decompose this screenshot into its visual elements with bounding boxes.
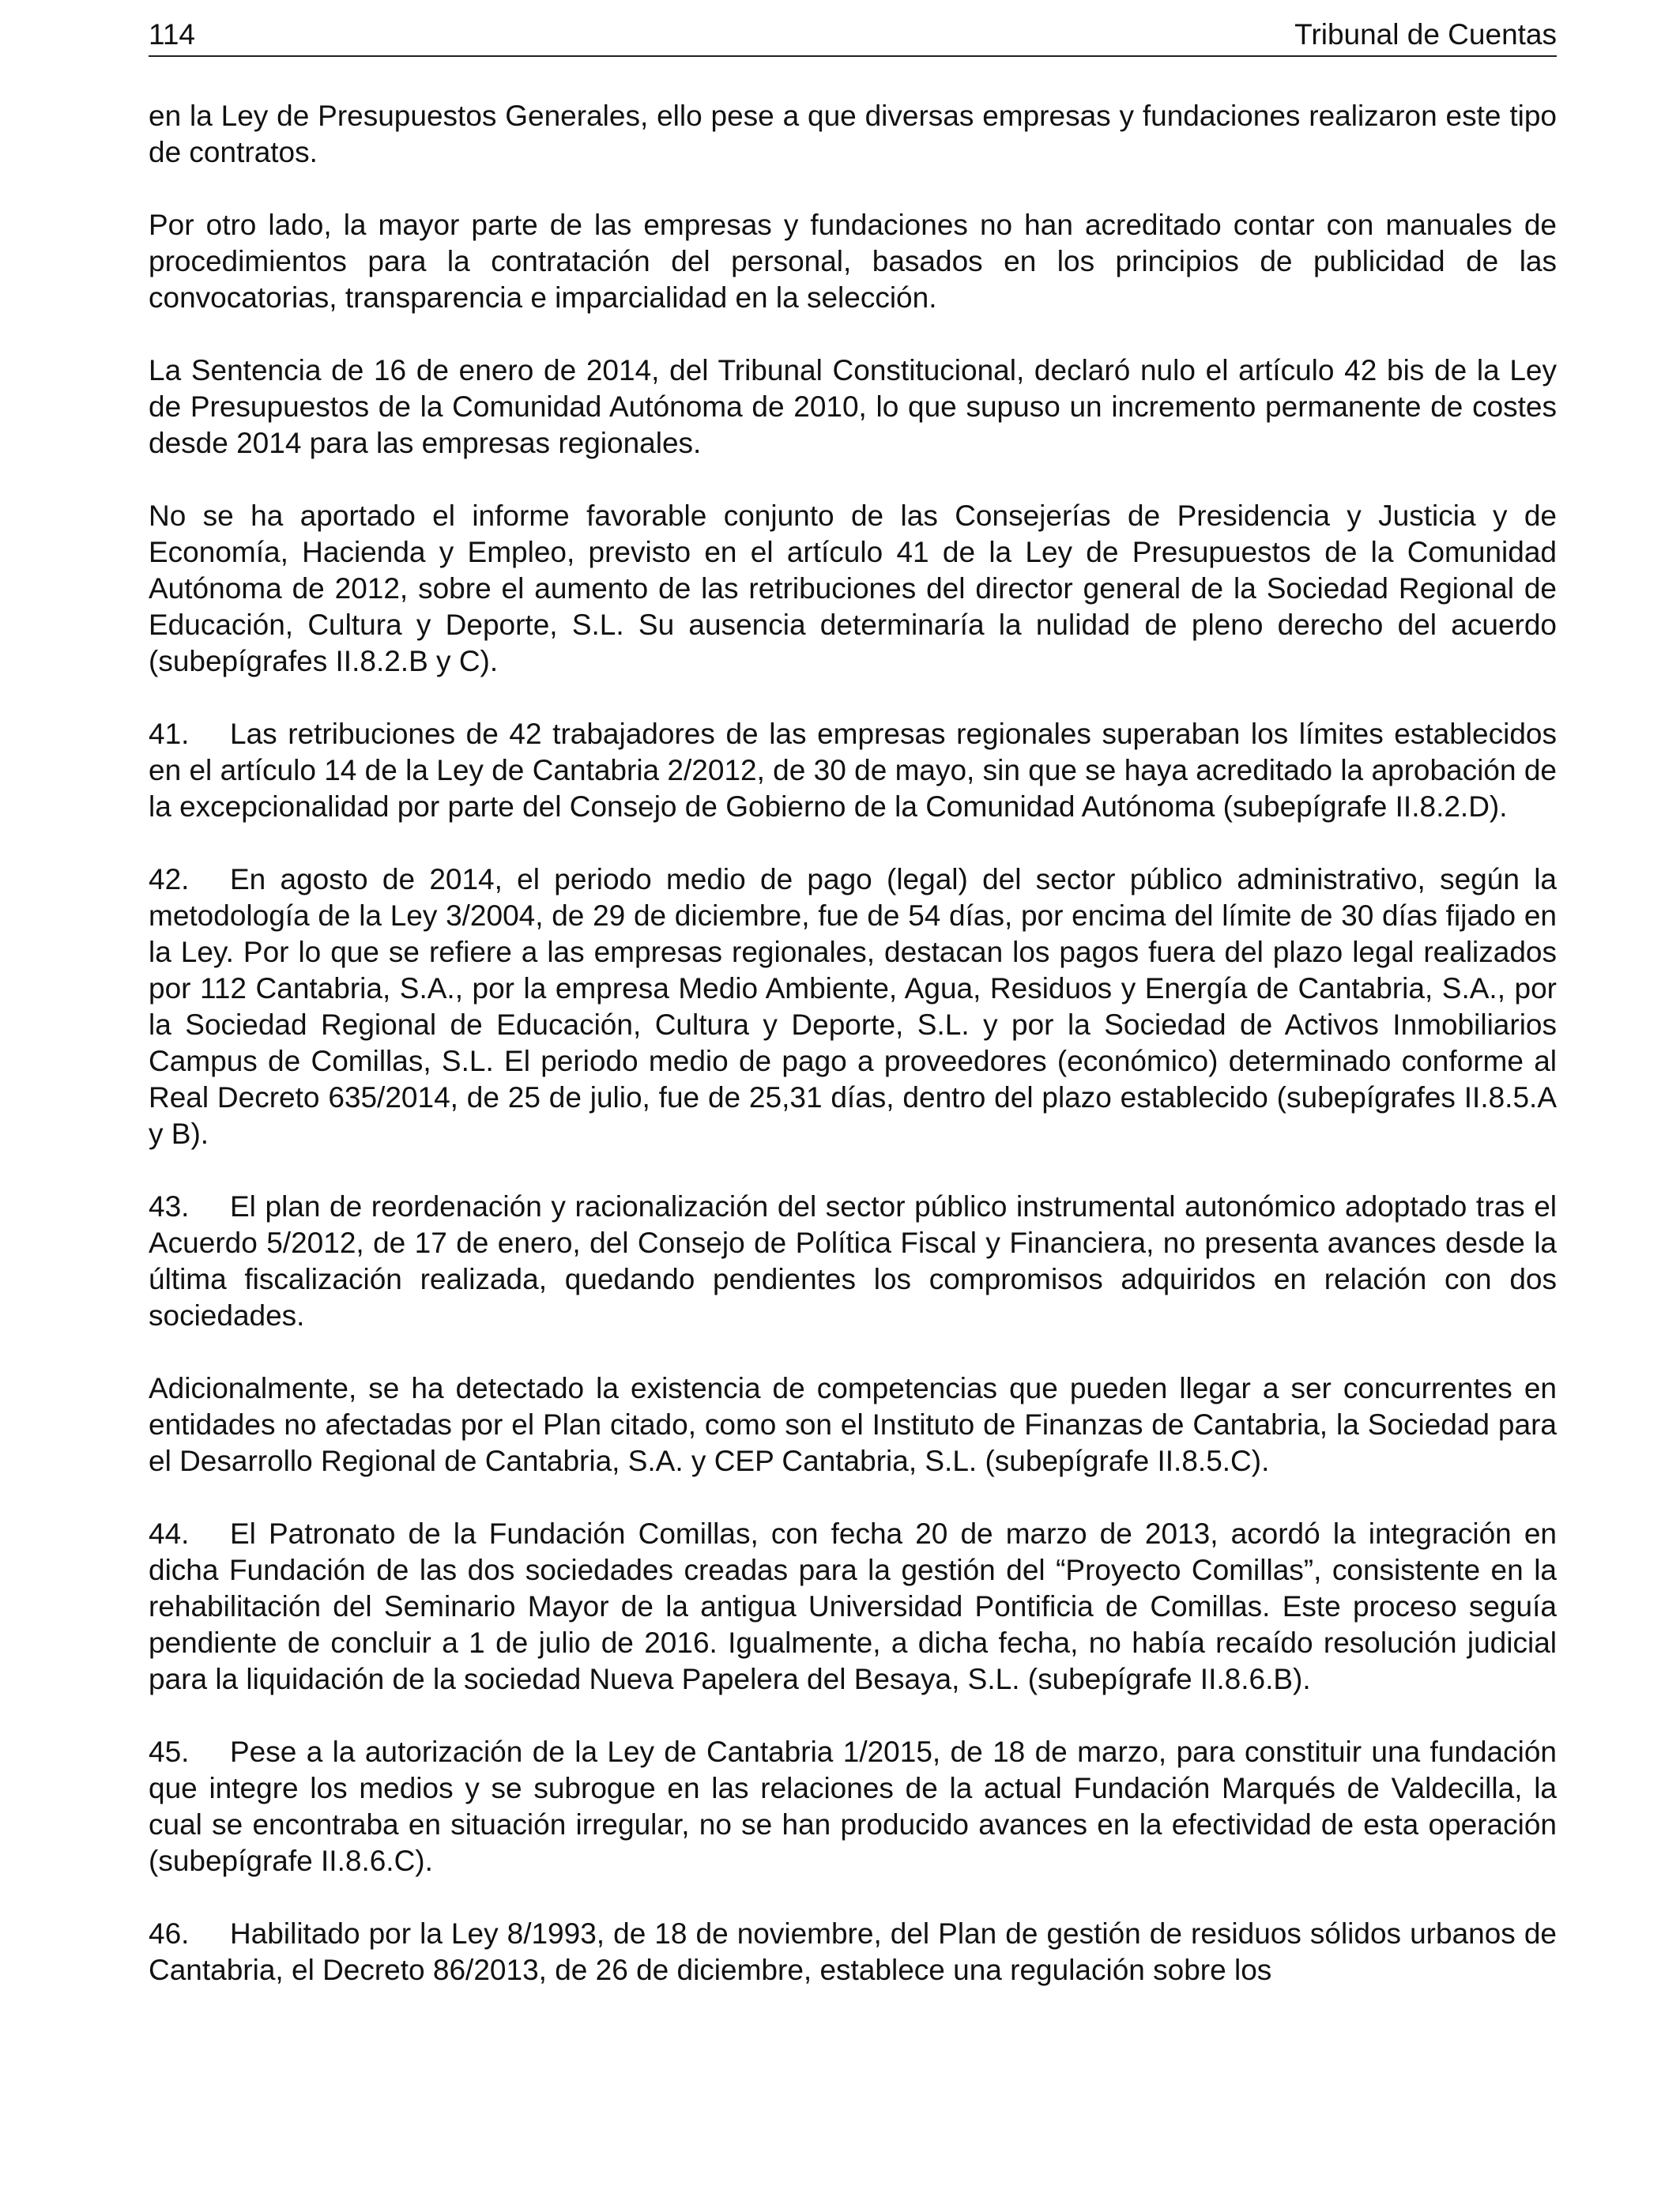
numbered-paragraph [149, 861, 1557, 1152]
paragraph-text: Pese a la autorización de la Ley de Cantabria 1/2015, de 18 de marzo, para constituir una fundación que integre los medios y se subrogue en las relaciones de la actual Fundación Marqués de Valdecilla, la cual se encontraba en situación irregular, no se han producido avances en la efectividad de esta operación (subepígrafe II.8.6.C). [149, 1736, 1557, 1877]
numbered-paragraph [149, 1734, 1557, 1879]
numbered-paragraph [149, 1516, 1557, 1698]
numbered-paragraph [149, 716, 1557, 825]
paragraph-number: 42. [149, 863, 190, 895]
numbered-paragraph [149, 1916, 1557, 1989]
paragraph [149, 498, 1557, 680]
paragraph-text: El plan de reordenación y racionalización del sector público instrumental autonómico adoptado tras el Acuerdo 5/2012, de 17 de enero, del Consejo de Política Fiscal y Financiera, no presenta avances desde la última fiscalización realizada, quedando pendientes los compromisos adquiridos en relación con dos sociedades. [149, 1190, 1557, 1332]
paragraph-text: En agosto de 2014, el periodo medio de pago (legal) del sector público administrativo, según la metodología de la Ley 3/2004, de 29 de diciembre, fue de 54 días, por encima del límite de 30 días fijado en la Ley. Por lo que se refiere a las empresas regionales, destacan los pagos fuera del plazo legal realizados por 112 Cantabria, S.A., por la empresa Medio Ambiente, Agua, Residuos y Energía de Cantabria, S.A., por la Sociedad Regional de Educación, Cultura y Deporte, S.L. y por la Sociedad de Activos Inmobiliarios Campus de Comillas, S.L. El periodo medio de pago a proveedores (económico) determinado conforme al Real Decreto 635/2014, de 25 de julio, fue de 25,31 días, dentro del plazo establecido (subepígrafes II.8.5.A y B). [149, 863, 1557, 1150]
paragraph-number: 44. [149, 1517, 190, 1550]
paragraph-text: No se ha aportado el informe favorable conjunto de las Consejerías de Presidencia y Justicia y de Economía, Hacienda y Empleo, previsto en el artículo 41 de la Ley de Presupuestos de la Comunidad Autónoma de 2012, sobre el aumento de las retribuciones del director general de la Sociedad Regional de Educación, Cultura y Deporte, S.L. Su ausencia determinaría la nulidad de pleno derecho del acuerdo (subepígrafes II.8.2.B y C). [149, 499, 1557, 677]
paragraph-number: 45. [149, 1736, 190, 1768]
paragraph-text: El Patronato de la Fundación Comillas, con fecha 20 de marzo de 2013, acordó la integración en dicha Fundación de las dos sociedades creadas para la gestión del “Proyecto Comillas”, consistente en la rehabilitación del Seminario Mayor de la antigua Universidad Pontificia de Comillas. Este proceso seguía pendiente de concluir a 1 de julio de 2016. Igualmente, a dicha fecha, no había recaído resolución judicial para la liquidación de la sociedad Nueva Papelera del Besaya, S.L. (subepígrafe II.8.6.B). [149, 1517, 1557, 1695]
document-body [149, 98, 1557, 2025]
paragraph-text: Por otro lado, la mayor parte de las empresas y fundaciones no han acreditado contar con manuales de procedimientos para la contratación del personal, basados en los principios de publicidad de las convocatorias, transparencia e imparcialidad en la selección. [149, 209, 1557, 314]
paragraph [149, 352, 1557, 462]
paragraph-text: Habilitado por la Ley 8/1993, de 18 de noviembre, del Plan de gestión de residuos sólidos urbanos de Cantabria, el Decreto 86/2013, de 26 de diciembre, establece una regulación sobre los [149, 1917, 1557, 1986]
paragraph-text: La Sentencia de 16 de enero de 2014, del Tribunal Constitucional, declaró nulo el artículo 42 bis de la Ley de Presupuestos de la Comunidad Autónoma de 2010, lo que supuso un incremento permanente de costes desde 2014 para las empresas regionales. [149, 354, 1557, 459]
paragraph [149, 207, 1557, 316]
page-number: 114 [149, 18, 195, 51]
paragraph [149, 1370, 1557, 1480]
paragraph-text: en la Ley de Presupuestos Generales, ello pese a que diversas empresas y fundaciones realizaron este tipo de contratos. [149, 100, 1557, 168]
numbered-paragraph [149, 1189, 1557, 1334]
paragraph-number: 46. [149, 1917, 190, 1950]
document-page [149, 0, 1557, 2194]
paragraph-text: Las retribuciones de 42 trabajadores de las empresas regionales superaban los límites establecidos en el artículo 14 de la Ley de Cantabria 2/2012, de 30 de mayo, sin que se haya acreditado la aprobación de la excepcionalidad por parte del Consejo de Gobierno de la Comunidad Autónoma (subepígrafe II.8.2.D). [149, 718, 1557, 823]
paragraph [149, 98, 1557, 171]
paragraph-number: 43. [149, 1190, 190, 1223]
paragraph-number: 41. [149, 718, 190, 750]
publisher-name: Tribunal de Cuentas [1294, 18, 1557, 51]
paragraph-text: Adicionalmente, se ha detectado la existencia de competencias que pueden llegar a ser concurrentes en entidades no afectadas por el Plan citado, como son el Instituto de Finanzas de Cantabria, la Sociedad para el Desarrollo Regional de Cantabria, S.A. y CEP Cantabria, S.L. (subepígrafe II.8.5.C). [149, 1372, 1557, 1477]
page-header [149, 14, 1557, 57]
